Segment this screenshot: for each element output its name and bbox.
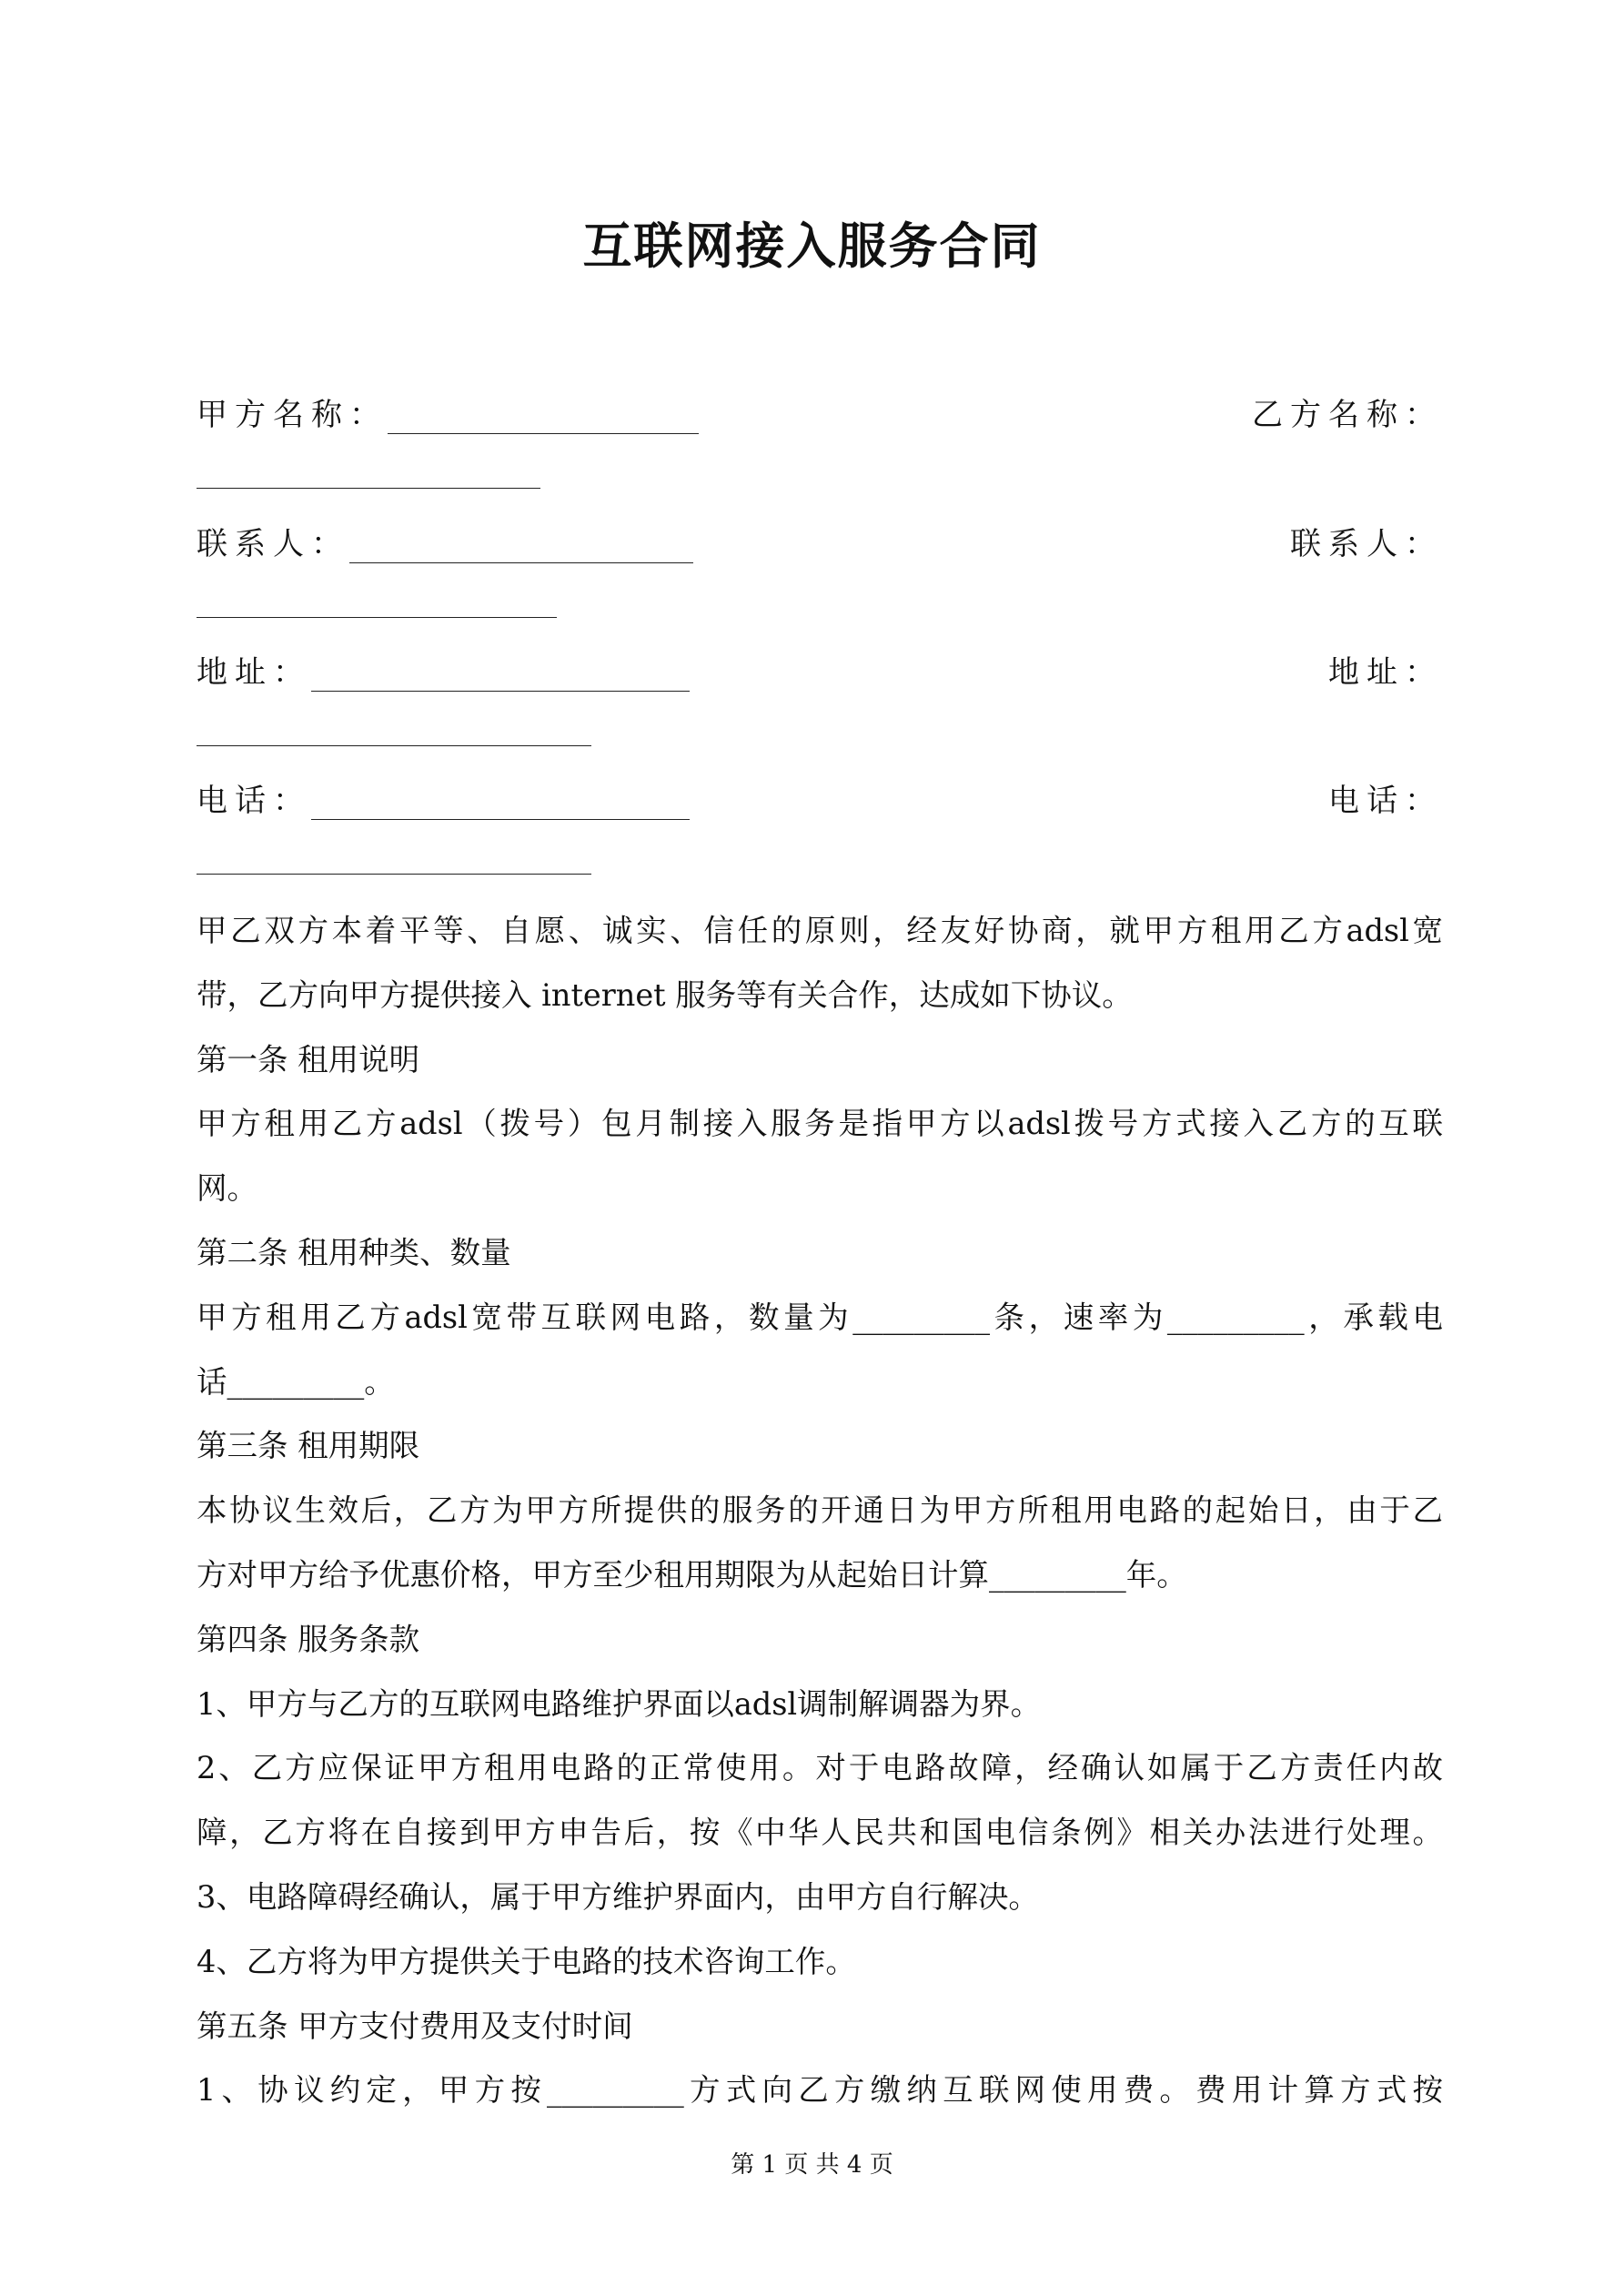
party-a-contact-blank[interactable]	[349, 526, 693, 563]
party-b-contact-label: 联系人：	[1290, 526, 1443, 562]
party-b-address-blank[interactable]	[197, 743, 591, 746]
body-line: 1、协议约定，甲方按_________方式向乙方缴纳互联网使用费。费用计算方式按	[197, 2072, 1443, 2109]
party-a-phone-label: 电话：	[197, 783, 311, 819]
body-line: 方对甲方给予优惠价格，甲方至少租用期限为从起始日计算_________年。	[197, 1556, 1187, 1593]
body-line: 3、电路障碍经确认，属于甲方维护界面内，由甲方自行解决。	[197, 1878, 1039, 1915]
party-b-contact-blank[interactable]	[197, 615, 557, 618]
body-line: 第二条 租用种类、数量	[197, 1234, 511, 1270]
document-title: 互联网接入服务合同	[582, 217, 1042, 275]
body-line: 甲乙双方本着平等、自愿、诚实、信任的原则，经友好协商，就甲方租用乙方adsl宽	[197, 913, 1443, 948]
party-b-address-label: 地址：	[1328, 654, 1443, 691]
body-line: 2、乙方应保证甲方租用电路的正常使用。对于电路故障，经确认如属于乙方责任内故	[197, 1750, 1443, 1786]
body-line: 带，乙方向甲方提供接入 internet 服务等有关合作，达成如下协议。	[197, 976, 1133, 1013]
contract-body	[197, 899, 1443, 2123]
body-line: 1、甲方与乙方的互联网电路维护界面以adsl调制解调器为界。	[197, 1685, 1042, 1722]
page-footer: 第 1 页 共 4 页	[731, 2151, 893, 2179]
party-b-name-label: 乙方名称：	[1252, 397, 1443, 433]
party-a-contact-label: 联系人：	[197, 526, 349, 562]
body-line: 话_________。	[197, 1363, 395, 1400]
party-b-name-blank[interactable]	[197, 486, 540, 489]
body-line: 第四条 服务条款	[197, 1621, 420, 1657]
party-b-phone-blank[interactable]	[197, 872, 591, 875]
body-line: 第一条 租用说明	[197, 1041, 420, 1077]
body-line: 第五条 甲方支付费用及支付时间	[197, 2008, 633, 2044]
party-a-name-label: 甲方名称：	[197, 397, 388, 433]
body-line: 本协议生效后，乙方为甲方所提供的服务的开通日为甲方所租用电路的起始日，由于乙	[197, 1492, 1443, 1529]
party-a-address-blank[interactable]	[311, 654, 690, 692]
body-line: 甲方租用乙方adsl（拨号）包月制接入服务是指甲方以adsl拨号方式接入乙方的互联	[197, 1106, 1443, 1142]
party-name-row	[197, 389, 1443, 444]
address-row	[197, 647, 1443, 702]
body-line: 4、乙方将为甲方提供关于电路的技术咨询工作。	[197, 1943, 856, 1979]
body-line: 障，乙方将在自接到甲方申告后，按《中华人民共和国电信条例》相关办法进行处理。	[197, 1815, 1443, 1851]
body-line: 第三条 租用期限	[197, 1428, 420, 1464]
party-b-phone-label: 电话：	[1328, 783, 1443, 819]
party-a-address-label: 地址：	[197, 654, 311, 691]
party-a-phone-blank[interactable]	[311, 783, 690, 820]
phone-row	[197, 775, 1443, 830]
party-a-name-blank[interactable]	[388, 397, 699, 434]
body-line: 甲方租用乙方adsl宽带互联网电路，数量为_________条，速率为_________，承载电	[197, 1299, 1443, 1335]
body-line: 网。	[197, 1170, 257, 1207]
contact-row	[197, 519, 1443, 573]
